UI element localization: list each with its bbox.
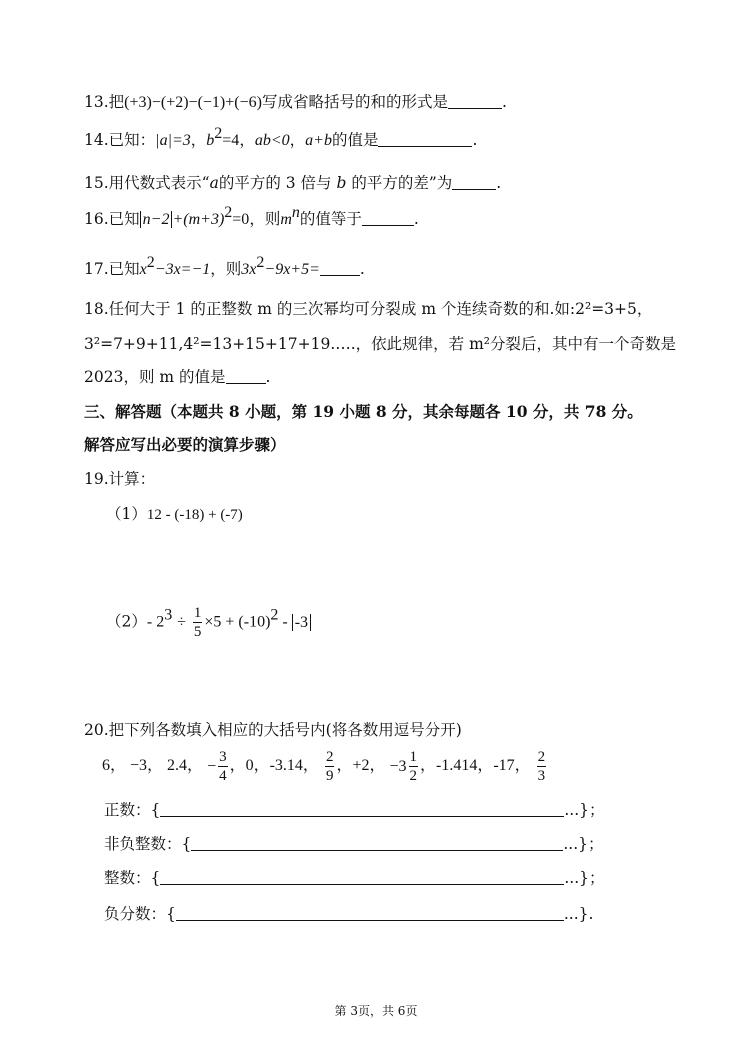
q20-row-nonneg-integer[interactable] (104, 832, 604, 854)
q17-expression-b: −9x+5= (264, 261, 320, 278)
q19-title: 19.计算： (84, 470, 156, 488)
q20-row-end: ...}； (563, 835, 604, 853)
q16-var-m: m (280, 211, 292, 228)
q20-fraction-numerator: 3 (219, 749, 227, 765)
q19-absolute-value: -3 (292, 614, 311, 631)
q20-fill-blank[interactable] (176, 904, 564, 921)
q20-row-positive[interactable] (104, 798, 605, 820)
q14-text: 已知： (108, 131, 156, 149)
question-14 (84, 125, 478, 150)
q17-exponent-2: 2 (256, 254, 265, 271)
q14-exponent: 2 (214, 125, 223, 142)
q17-expression-a: 3x (241, 261, 257, 278)
q20-row-end: ...}； (564, 801, 605, 819)
q14-condition-2-rest: =4 (222, 132, 240, 149)
q16-absolute-value: n−2 (140, 211, 173, 228)
q14-condition-2-base: b (206, 132, 215, 149)
q20-number: −3， (130, 757, 164, 775)
q14-condition-3: ab<0 (254, 132, 290, 149)
q18-line-2: 3²=7+9+11,4²=13+15+17+19.….，依此规律，若 m²分裂后，其中有一个奇数是 (84, 335, 677, 353)
q20-fill-blank[interactable] (191, 834, 563, 851)
q19-part-2-label: （2） (106, 612, 147, 631)
q20-fraction-denominator: 3 (537, 768, 546, 784)
q17-then: ，则 (210, 260, 242, 278)
q20-fraction-2-3 (537, 748, 547, 785)
question-17 (84, 254, 365, 279)
q14-expression: a+b (305, 132, 332, 149)
q16-then: ，则 (249, 210, 281, 228)
q20-fraction-numerator: 2 (325, 749, 334, 765)
q20-fill-blank[interactable] (160, 868, 564, 885)
q16-equals-zero: =0 (232, 211, 250, 228)
q20-numbers-end: ，-1.414，-17， (420, 757, 531, 775)
q19-fraction-numerator: 1 (193, 605, 202, 621)
q20-number: ，+2， (336, 757, 386, 775)
q19-fraction (193, 604, 203, 641)
q14-answer-blank (378, 130, 472, 147)
q19-part-2-middle: ×5 + (-10) (204, 613, 271, 631)
q20-mixed-whole: −3 (389, 757, 407, 775)
q19-part-2 (106, 604, 311, 641)
q14-sep: ， (239, 131, 255, 149)
q20-number-list (102, 748, 548, 785)
q20-numbers-mid: ，0，-3.14， (229, 757, 319, 775)
q20-minus-sign: − (207, 757, 217, 775)
question-18-end (84, 365, 270, 387)
q19-part-1-label: （1） (106, 505, 147, 523)
q20-fraction-numerator: 2 (537, 749, 546, 765)
q20-number: 6， (102, 757, 127, 775)
q14-sep: ， (289, 131, 306, 149)
q14-prompt: 的值是 (331, 131, 379, 149)
q15-var-b: b (336, 174, 347, 192)
q16-prompt: 的值等于 (299, 210, 362, 228)
q17-answer-blank (320, 259, 360, 276)
q17-period: . (359, 260, 365, 278)
q18-period: . (265, 368, 271, 386)
q20-fraction-denominator: 4 (219, 768, 227, 784)
section-3-subheading: 解答应写出必要的演算步骤） (84, 435, 286, 454)
q18-line-3: 2023，则 m 的值是 (84, 368, 226, 386)
q15-var-a: a (209, 174, 219, 192)
q19-fraction-denominator: 5 (193, 624, 202, 640)
q20-row-integer[interactable] (104, 866, 605, 888)
question-16 (84, 204, 419, 229)
q16-number: 16. (84, 210, 109, 228)
q17-text: 已知 (108, 260, 140, 278)
q20-mixed-number (389, 748, 420, 785)
q14-sep: ， (190, 131, 207, 149)
q19-divide-sign: ÷ (177, 613, 186, 631)
q15-text-mid: 的平方的 3 倍与 (218, 174, 337, 192)
q16-period: . (413, 210, 419, 228)
question-13 (84, 90, 507, 112)
q19-part-2-exponent: 3 (164, 606, 173, 624)
q20-fraction-denominator: 9 (325, 768, 334, 784)
q14-number: 14. (84, 131, 109, 149)
q20-row-negative-fraction[interactable] (104, 902, 593, 924)
q20-fraction-numerator: 1 (409, 749, 417, 765)
page-footer: 第 3页，共 6页 (334, 1004, 418, 1018)
q20-row-label: 非负整数：{ (104, 835, 192, 853)
q13-number: 13. (84, 93, 109, 111)
q15-text: 用代数式表示“ (108, 174, 210, 192)
q17-condition: −3x=−1 (154, 261, 211, 278)
q13-text: 把 (108, 93, 125, 111)
q14-condition-1: |a|=3 (155, 132, 191, 149)
q13-prompt: 写成省略括号的和的形式是 (261, 93, 448, 111)
q13-expression: (+3)−(+2)−(−1)+(−6) (124, 94, 262, 111)
q15-answer-blank (452, 173, 496, 190)
q19-part-1 (106, 502, 243, 524)
section-3-heading: 三、解答题（本题共 8 小题，第 19 小题 8 分，其余每题各 10 分，共 78 分。 (84, 402, 643, 421)
question-15 (84, 171, 501, 193)
q15-period: . (496, 174, 502, 192)
q20-row-label: 正数：{ (104, 801, 161, 819)
q20-row-end: ...}； (564, 869, 605, 887)
q14-period: . (472, 131, 478, 149)
q20-fraction-neg-3-4 (207, 748, 230, 785)
q15-number: 15. (84, 174, 109, 192)
q15-text-end: 的平方的差”为 (346, 174, 453, 192)
q20-row-label: 负分数：{ (104, 905, 176, 923)
q19-part-2-exponent-2: 2 (270, 606, 279, 624)
q20-fraction-2-9 (325, 748, 335, 785)
q16-var-n: n (291, 204, 300, 221)
q19-part-2-term: - 2 (146, 613, 165, 631)
q17-var-x: x (139, 261, 147, 278)
q16-text: 已知 (108, 210, 140, 228)
q17-exponent: 2 (146, 254, 155, 271)
q20-row-label: 整数：{ (104, 869, 161, 887)
q16-square-term: +(m+3) (172, 211, 225, 228)
q19-part-1-expression: 12 - (-18) + (-7) (146, 507, 243, 523)
q20-row-end: ...}. (563, 905, 594, 923)
q20-number: 2.4， (167, 757, 204, 775)
q19-part-2-minus: - (278, 613, 292, 631)
q20-fill-blank[interactable] (160, 800, 564, 817)
q18-answer-blank (226, 367, 266, 384)
q18-line-1: 18.任何大于 1 的正整数 m 的三次幂均可分裂成 m 个连续奇数的和.如:2²=3+5， (84, 300, 653, 318)
q17-number: 17. (84, 260, 109, 278)
q16-exponent: 2 (224, 204, 233, 221)
q13-period: . (501, 93, 507, 111)
q16-answer-blank (362, 209, 414, 226)
q13-answer-blank (448, 92, 502, 109)
q20-fraction-denominator: 2 (409, 768, 417, 784)
q20-title: 20.把下列各数填入相应的大括号内(将各数用逗号分开) (84, 721, 462, 739)
